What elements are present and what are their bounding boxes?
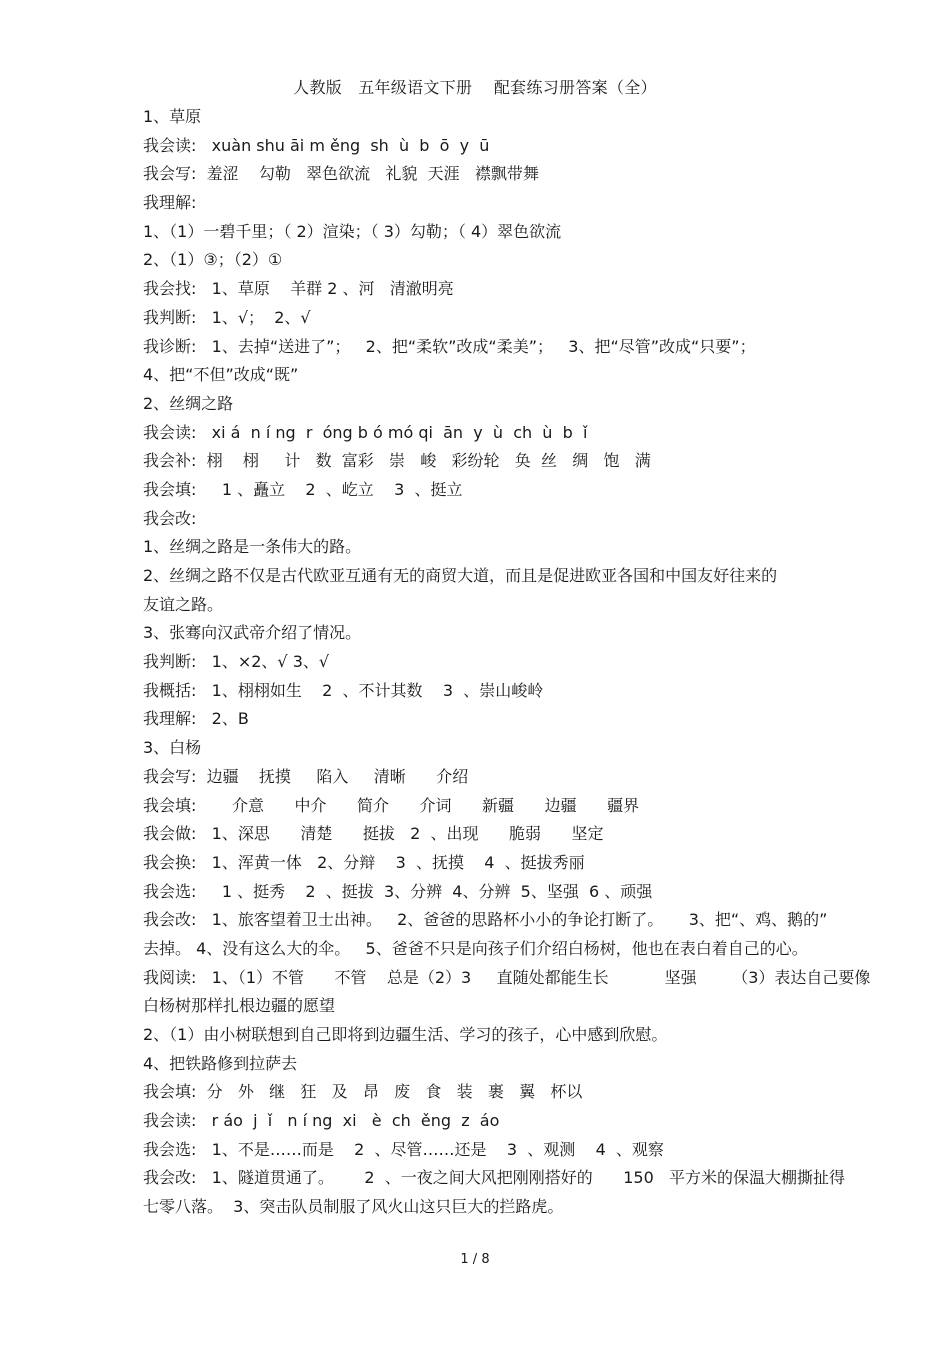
- text-line: 我阅读: 1、（1）不管 不管 总是（2）3 直随处都能生长 坚强 （3）表达自己要像: [143, 967, 871, 987]
- text-line: 1、丝绸之路是一条伟大的路。: [143, 537, 362, 557]
- text-line: 我会选: 1 、挺秀 2 、挺拔 3、分辨 4、分辨 5、坚强 6 、顽强: [143, 881, 653, 901]
- text-line: 我会读: r áo j ǐ n í ng xi è ch ěng z áo: [143, 1111, 500, 1131]
- text-line: 1、草原: [143, 107, 202, 126]
- text-line: 我判断: 1、√； 2、√: [143, 307, 311, 327]
- text-line: 我会补: 栩 栩 计 数 富彩 崇 峻 彩纷轮 奂 丝 绸 饱 满: [143, 451, 651, 471]
- text-line: 我会找: 1、草原 羊群 2 、河 清澈明亮: [143, 279, 454, 299]
- text-line: 去掉。 4、没有这么大的伞。 5、爸爸不只是向孩子们介绍白杨树，他也在表白着自己的心。: [143, 938, 808, 958]
- text-line: 我概括: 1、栩栩如生 2 、不计其数 3 、崇山峻岭: [143, 680, 544, 700]
- text-line: 我会改: 1、旅客望着卫士出神。 2、爸爸的思路杯小小的争论打断了。 3、把“、鸡、鹅的”: [143, 910, 828, 930]
- text-line: 我诊断: 1、去掉“送进了”； 2、把“柔软”改成“柔美”； 3、把“尽管”改成“只要”；: [143, 336, 756, 356]
- text-line: 友谊之路。: [143, 594, 224, 614]
- text-line: 我会填: 1 、矗立 2 、屹立 3 、挺立: [143, 479, 463, 499]
- text-line: 我会读: xuàn shu āi m ěng sh ù b ō y ū: [143, 135, 490, 155]
- page-number: 1 / 8: [460, 1252, 490, 1267]
- text-line: 2、丝绸之路不仅是古代欧亚互通有无的商贸大道，而且是促进欧亚各国和中国友好往来的: [143, 566, 778, 585]
- document-body: [143, 103, 903, 1222]
- text-line: 我会换: 1、浑黄一体 2、分辩 3 、抚摸 4 、挺拔秀丽: [143, 852, 585, 872]
- text-line: 我会写: 边疆 抚摸 陷入 清晰 介绍: [143, 766, 469, 786]
- text-line: 2、（1）③；（2）①: [143, 250, 283, 270]
- text-line: 4、把“不但”改成“既”: [143, 365, 299, 385]
- text-line: 我会改: 1、隧道贯通了。 2 、一夜之间大风把刚刚搭好的 150 平方米的保温大棚撕扯得: [143, 1168, 846, 1188]
- text-line: 我理解:: [143, 193, 197, 213]
- text-line: 我会选: 1、不是……而是 2 、尽管……还是 3 、观测 4 、观察: [143, 1139, 664, 1159]
- text-line: 我会填: 介意 中介 简介 介词 新疆 边疆 疆界: [143, 795, 640, 815]
- text-line: 我会做: 1、深思 清楚 挺拔 2 、出现 脆弱 坚定: [143, 824, 604, 844]
- text-line: 我会填: 分 外 继 狂 及 昂 废 食 装 裹 翼 杯以: [143, 1082, 583, 1102]
- text-line: 七零八落。 3、突击队员制服了风火山这只巨大的拦路虎。: [143, 1197, 564, 1217]
- text-line: 3、张骞向汉武帝介绍了情况。: [143, 623, 362, 643]
- text-line: 3、白杨: [143, 738, 202, 758]
- text-line: 我判断: 1、×2、√ 3、√: [143, 652, 330, 672]
- document-title: 人教版 五年级语文下册 配套练习册答案（全）: [293, 78, 657, 97]
- text-line: 我会读: xi á n í ng r óng b ó mó qi ān y ù ch ù b ǐ: [143, 422, 588, 442]
- text-line: 1、（1）一碧千里；（ 2）渲染；（ 3）勾勒；（ 4）翠色欲流: [143, 221, 562, 241]
- text-line: 我理解: 2、B: [143, 709, 249, 729]
- text-line: 2、丝绸之路: [143, 393, 234, 413]
- text-line: 我会改:: [143, 508, 197, 528]
- text-line: 白杨树那样扎根边疆的愿望: [143, 996, 336, 1016]
- text-line: 2、（1）由小树联想到自己即将到边疆生活、学习的孩子，心中感到欣慰。: [143, 1025, 668, 1044]
- text-line: 我会写: 羞涩 勾勒 翠色欲流 礼貌 天涯 襟飘带舞: [143, 164, 539, 184]
- text-line: 4、把铁路修到拉萨去: [143, 1053, 298, 1073]
